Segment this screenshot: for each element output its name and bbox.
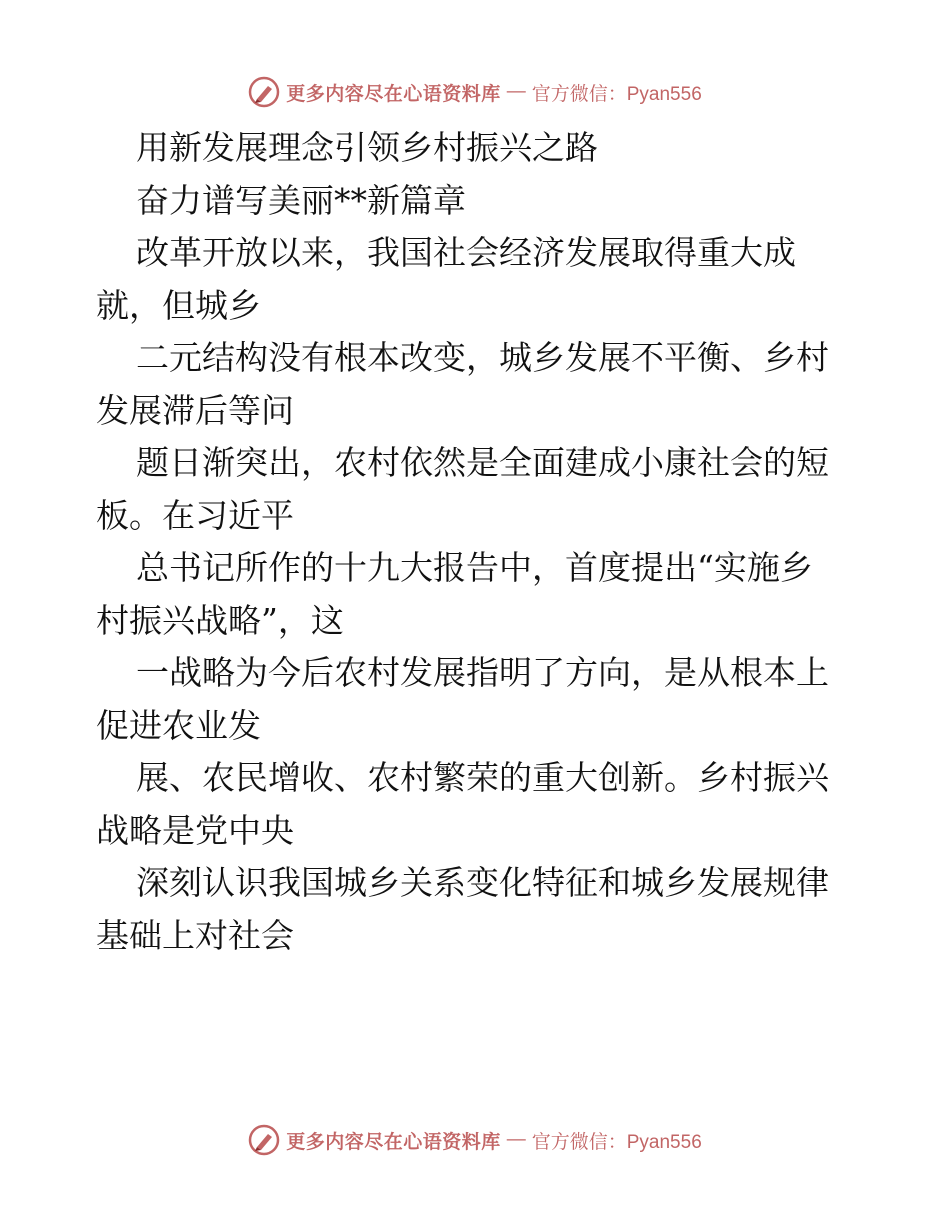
brand-text: 更多内容尽在心语资料库	[286, 82, 501, 105]
text-line: 战略是党中央	[96, 810, 294, 850]
text-line: 展、农民增收、农村繁荣的重大创新。乡村振兴	[136, 758, 829, 797]
text-line: 就，但城乡	[96, 285, 261, 325]
header-banner	[0, 70, 950, 114]
text-line: 总书记所作的十九大报告中，首度提出“实施乡	[136, 548, 813, 587]
footer-banner	[0, 1118, 950, 1162]
wechat-text: 官方微信：Pyan556	[531, 83, 702, 105]
text-line: 促进农业发	[96, 705, 261, 745]
text-line: 板。在习近平	[96, 495, 294, 535]
brand-text: 更多内容尽在心语资料库	[286, 1130, 501, 1153]
text-line: 村振兴战略”，这	[96, 600, 344, 640]
text-line: 发展滞后等问	[96, 390, 294, 430]
text-line: 二元结构没有根本改变，城乡发展不平衡、乡村	[136, 338, 829, 377]
text-line: 用新发展理念引领乡村振兴之路	[136, 128, 598, 167]
banner-separator: —	[506, 81, 526, 102]
text-line: 题日渐突出，农村依然是全面建成小康社会的短	[136, 443, 829, 482]
text-line: 基础上对社会	[96, 915, 294, 955]
pen-logo-icon	[248, 76, 280, 108]
banner-separator: —	[506, 1129, 526, 1150]
text-line: 一战略为今后农村发展指明了方向，是从根本上	[136, 653, 829, 692]
document-body	[96, 122, 856, 962]
wechat-text: 官方微信：Pyan556	[531, 1131, 702, 1153]
text-line: 深刻认识我国城乡关系变化特征和城乡发展规律	[136, 863, 829, 902]
text-line: 改革开放以来，我国社会经济发展取得重大成	[136, 233, 796, 272]
text-line: 奋力谱写美丽**新篇章	[136, 180, 466, 220]
pen-logo-icon	[248, 1124, 280, 1156]
